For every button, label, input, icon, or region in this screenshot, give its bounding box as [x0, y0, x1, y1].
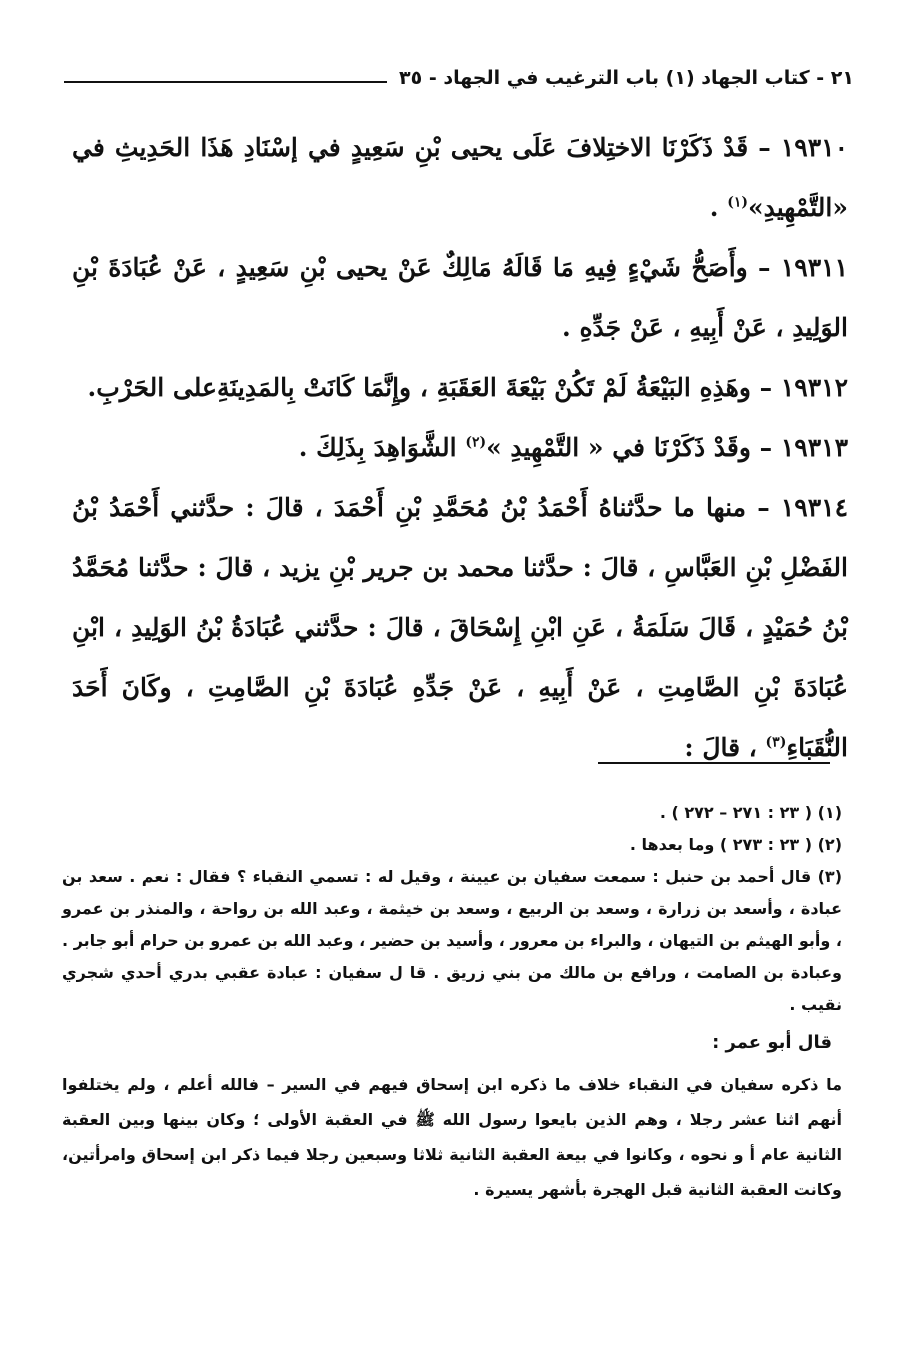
running-title: ٢١ - كتاب الجهاد (١) باب الترغيب في الجهاد - ٣٥ — [399, 67, 854, 89]
commentary-text: ما ذكره سفيان في النقباء خلاف ما ذكره ابن إسحاق فيهم في السير – فالله أعلم ، ولم يختلفوا أنهم اثنا عشر رجلا ، وهم الذين بايعوا رسول الله ﷺ في العقبة الأولى ؛ وكان بينها وبين العقبة الثانية عام أ و نحوه ، وكانوا في بيعة العقبة الثانية ثلاثا وسبعين رجلا فيما ذكر ابن إسحاق وامرأتين، وكانت العقبة الثانية قبل الهجرة بأشهر يسيرة . — [62, 1075, 842, 1199]
paragraph-tail: الشَّوَاهِدَ بِذَلِكَ . — [298, 433, 466, 462]
paragraph-tail: . — [709, 193, 728, 222]
main-text — [72, 118, 848, 778]
footnote-text: ( ٢٣ : ٢٧٣ ) وما بعدها . — [629, 835, 818, 854]
footnote-2 — [62, 829, 842, 861]
paragraph-tail: ، قالَ : — [684, 733, 766, 762]
paragraph-19314 — [72, 478, 848, 778]
commentary-heading: قال أبو عمر : — [712, 1032, 832, 1053]
footnote-label: (٢) — [817, 835, 842, 854]
footnote-text: قال أحمد بن حنبل : سمعت سفيان بن عيينة ، وقيل له : تسمي النقباء ؟ فقال : نعم . سعد بن عبادة ، وأسعد بن زرارة ، وسعد بن الربيع ، وسعد بن خيثمة ، وعبد الله بن رواحة ، والمنذر بن عمرو ، وأبو الهيثم بن التيهان ، والبراء بن معرور ، وأسيد بن حضير ، وعبد الله بن عمرو بن حرام أبو جابر . وعبادة بن الصامت ، ورافع بن مالك من بني زريق . قا ل سفيان : عبادة عقبي بدري أحدي شجري نقيب . — [62, 867, 842, 1014]
footnote-ref-2[interactable]: (٢) — [465, 434, 487, 451]
footnote-separator — [598, 762, 830, 764]
paragraph-19310 — [72, 118, 848, 238]
footnote-ref-3[interactable]: (٣) — [765, 734, 787, 751]
paragraph-text: – وقَدْ ذَكَرْنَا في « التَّمْهِيدِ » — [486, 433, 781, 462]
footnote-label: (٣) — [817, 867, 842, 886]
footnote-label: (١) — [817, 803, 842, 822]
paragraph-19311 — [72, 238, 848, 358]
paragraph-number: ١٩٣١٠ — [780, 133, 848, 162]
paragraph-number: ١٩٣١٣ — [780, 433, 848, 462]
paragraph-text: – وأَصَحُّ شَيْءٍ فِيهِ مَا قَالَهُ مَالِكٌ عَنْ يحيى بْنِ سَعِيدٍ ، عَنْ عُبَادَةَ بْنِ الوَلِيدِ ، عَنْ أَبِيهِ ، عَنْ جَدِّهِ . — [72, 253, 848, 342]
paragraph-number: ١٩٣١١ — [780, 253, 848, 282]
footnote-3 — [62, 861, 842, 1021]
footnote-ref-1[interactable]: (١) — [727, 194, 748, 211]
paragraph-number: ١٩٣١٤ — [780, 493, 849, 522]
paragraph-number: ١٩٣١٢ — [780, 373, 848, 402]
paragraph-text: – قَدْ ذَكَرْنَا الاختِلافَ عَلَى يحيى بْنِ سَعِيدٍ في إسْنَادِ هَذَا الحَدِيثِ في «التَّمْهِيدِ» — [72, 133, 848, 222]
footnote-1 — [62, 797, 842, 829]
paragraph-text: – منها ما حدَّثناهُ أَحْمَدُ بْنُ مُحَمَّدِ بْنِ أَحْمَدَ ، قالَ : حدَّثني أَحْمَدُ بْنُ الفَضْلِ بْنِ العَبَّاسِ ، قالَ : حدَّثنا محمد بن جرير بْنِ يزيد ، قالَ : حدَّثنا مُحَمَّدُ بْنُ حُمَيْدٍ ، قَالَ سَلَمَةُ ، عَنِ ابْنِ إِسْحَاقَ ، قالَ : حدَّثني عُبَادَةُ بْنُ الوَلِيدِ ، ابْنِ عُبَادَةَ بْنِ الصَّامِتِ ، عَنْ أَبِيهِ ، عَنْ جَدِّهِ عُبَادَةَ بْنِ الصَّامِتِ ، وكَانَ أَحَدَ النُّقَبَاءِ — [72, 493, 848, 762]
running-header — [64, 58, 854, 98]
paragraph-text: – وهَذِهِ البَيْعَةُ لَمْ تَكُنْ بَيْعَةَ العَقَبَةِ ، وإِنَّمَا كَانَتْ بِالمَدِينَةِعلى الحَرْبِ. — [87, 373, 781, 402]
footnotes-section — [62, 795, 842, 1207]
paragraph-19313 — [72, 418, 848, 478]
paragraph-19312 — [72, 358, 848, 418]
header-rule — [64, 81, 387, 83]
footnote-text: ( ٢٣ : ٢٧١ – ٢٧٢ ) . — [659, 803, 818, 822]
